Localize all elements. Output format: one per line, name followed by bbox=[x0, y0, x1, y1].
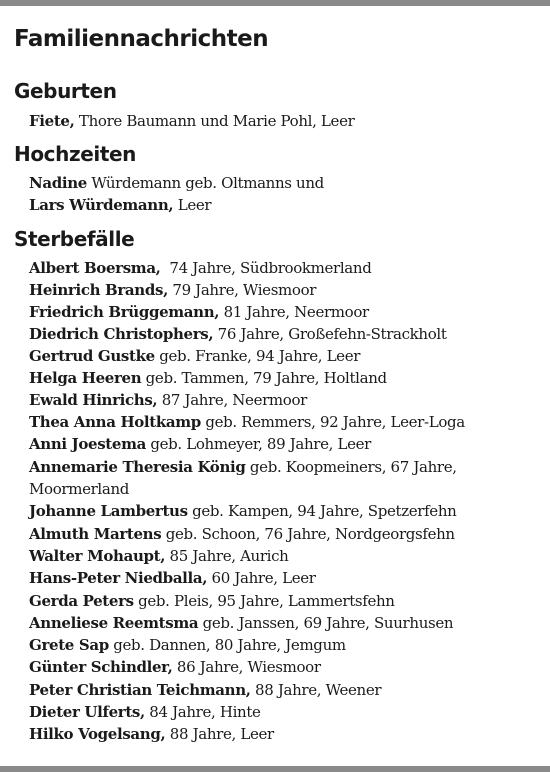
list-item: Johanne Lambertus geb. Kampen, 94 Jahre, Spetzerfehn bbox=[29, 502, 457, 520]
list-item: Grete Sap geb. Dannen, 80 Jahre, Jemgum bbox=[29, 636, 346, 654]
page-title: Familiennachrichten bbox=[14, 26, 269, 52]
list-item: Almuth Martens geb. Schoon, 76 Jahre, Nordgeorgsfehn bbox=[29, 525, 455, 543]
list-item: Helga Heeren geb. Tammen, 79 Jahre, Holtland bbox=[29, 369, 387, 387]
list-item: Friedrich Brüggemann, 81 Jahre, Neermoor bbox=[29, 303, 369, 321]
list-item: Annemarie Theresia König geb. Koopmeiners, 67 Jahre, bbox=[29, 458, 457, 476]
list-item: Anneliese Reemtsma geb. Janssen, 69 Jahre, Suurhusen bbox=[29, 614, 454, 632]
list-item: Nadine Würdemann geb. Oltmanns und bbox=[29, 174, 324, 192]
list-item: Fiete, Thore Baumann und Marie Pohl, Leer bbox=[29, 112, 355, 130]
list-item: Günter Schindler, 86 Jahre, Wiesmoor bbox=[29, 658, 321, 676]
list-item: Thea Anna Holtkamp geb. Remmers, 92 Jahre, Leer-Loga bbox=[29, 413, 465, 431]
list-item: Moormerland bbox=[29, 480, 130, 498]
list-item: Diedrich Christophers, 76 Jahre, Großefehn-Strackholt bbox=[29, 325, 447, 343]
list-item: Gertrud Gustke geb. Franke, 94 Jahre, Leer bbox=[29, 347, 361, 365]
list-item: Albert Boersma, 74 Jahre, Südbrookmerland bbox=[29, 259, 372, 277]
bottom-rule bbox=[0, 766, 550, 772]
list-item: Hilko Vogelsang, 88 Jahre, Leer bbox=[29, 725, 274, 743]
list-item: Anni Joestema geb. Lohmeyer, 89 Jahre, Leer bbox=[29, 435, 371, 453]
list-item: Gerda Peters geb. Pleis, 95 Jahre, Lammertsfehn bbox=[29, 592, 395, 610]
list-item: Heinrich Brands, 79 Jahre, Wiesmoor bbox=[29, 281, 317, 299]
list-item: Walter Mohaupt, 85 Jahre, Aurich bbox=[29, 547, 289, 565]
list-item: Hans-Peter Niedballa, 60 Jahre, Leer bbox=[29, 569, 316, 587]
list-item: Ewald Hinrichs, 87 Jahre, Neermoor bbox=[29, 391, 307, 409]
list-item: Peter Christian Teichmann, 88 Jahre, Weener bbox=[29, 681, 382, 699]
section-heading-sterbefaelle: Sterbefälle bbox=[14, 227, 135, 251]
top-rule bbox=[0, 0, 550, 6]
list-item: Dieter Ulferts, 84 Jahre, Hinte bbox=[29, 703, 261, 721]
section-heading-geburten: Geburten bbox=[14, 79, 117, 103]
section-heading-hochzeiten: Hochzeiten bbox=[14, 142, 136, 166]
list-item: Lars Würdemann, Leer bbox=[29, 196, 212, 214]
